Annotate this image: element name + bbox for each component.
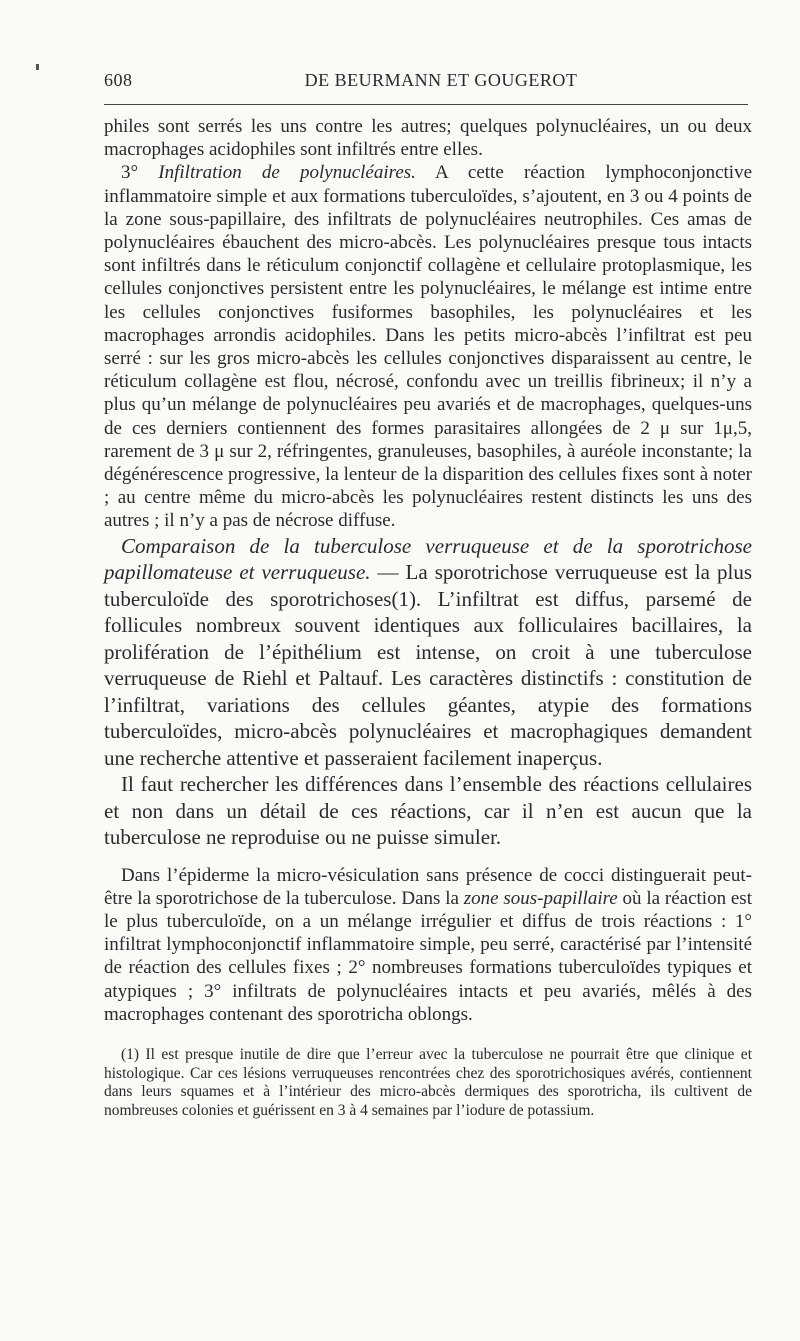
section-title: Comparaison de la tuberculose verruqueuse et de la sporotrichose papillomateuse et verruqueuse. bbox=[104, 533, 752, 585]
paragraph-continued: philes sont serrés les uns contre les autres; quelques polynucléaires, un ou deux macrophages acidophiles sont infiltrés entre elles. bbox=[104, 116, 752, 161]
item-number: 3° bbox=[121, 162, 159, 184]
page-number: 608 bbox=[104, 70, 133, 90]
page-header bbox=[104, 66, 748, 106]
emphasis-text: zone sous-papillaire bbox=[463, 887, 618, 909]
paragraph-comparison bbox=[104, 533, 752, 772]
header-rule bbox=[104, 104, 748, 105]
subsection-title: Infiltration de polynucléaires. bbox=[158, 162, 416, 184]
running-head: DE BEURMANN ET GOUGEROT bbox=[304, 70, 578, 90]
paragraph-text: Dans l’épiderme la micro-vésiculation sans présence de cocci distinguerait peut-être la sporotrichose de la tuberculose. Dans la bbox=[104, 864, 752, 909]
page-body bbox=[104, 115, 752, 1120]
paragraph-differences: Il faut rechercher les différences dans l’ensemble des réactions cellulaires et non dans un détail de ces réactions, car il n’en est aucun que la tuberculose ne reproduise ou ne puisse simuler. bbox=[104, 772, 752, 850]
margin-mark bbox=[36, 64, 39, 70]
paragraph-infiltration bbox=[104, 161, 752, 532]
paragraph-text: A cette réaction lymphoconjonctive inflammatoire simple et aux formations tuberculoïdes, s’ajoutent, en 3 ou 4 points de la zone sous-papillaire, des infiltrats de polynucléaires neutrophiles. Ces amas de polynucléaires ébauchent des micro-abcès. Les polynucléaires presque tous intacts sont infiltrés dans le réticulum conjonctif collagène et cellulaire protoplasmique, les cellules conjonctives persistent entre les polynucléaires, le mélange est intime entre les cellules conjonctives fusiformes basophiles, les polynucléaires et les macrophages arrondis acidophiles. Dans les petits micro-abcès l’infiltrat est peu serré : sur les gros micro-abcès les cellules conjonctives disparaissent au centre, le réticulum collagène est flou, nécrosé, confondu avec un treillis fibrineux; il n’y a plus qu’un mélange de polynucléaires peu avariés et de macrophages, quelques-uns de ces derniers contiennent des formes parasitaires allongées de 2 μ sur 1μ,5, rarement de 3 μ sur 2, réfringentes, granuleuses, basophiles, à auréole inconstante; la dégénérescence progressive, la lenteur de la disparition des cellules fixes sont à noter ; au centre même du micro-abcès les polynucléaires restent distincts les uns des autres ; il n’y a pas de nécrose diffuse. bbox=[104, 162, 753, 532]
paragraph-epiderme bbox=[104, 864, 752, 1026]
paragraph-text: — La sporotrichose verruqueuse est la plus tuberculoïde des sporotrichoses(1). L’infiltrat est diffus, parsemé de follicules nombreux souvent identiques aux folliculaires bacillaires, la prolifération de l’épithélium est intense, on croit à une tuberculose verruqueuse de Riehl et Paltauf. Les caractères distinctifs : constitution de l’infiltrat, variations des cellules géantes, atypie des formations tuberculoïdes, micro-abcès polynucléaires et macrophagiques demandent une recherche attentive et passeraient facilement inaperçus. bbox=[104, 560, 752, 770]
paragraph-text: où la réaction est le plus tuberculoïde, on a un mélange irrégulier et diffus de trois réactions : 1° infiltrat lymphoconjonctif inflammatoire simple, peu serré, caractérisé par l’intensité de réaction des cellules fixes ; 2° nombreuses formations tuberculoïdes typiques et atypiques ; 3° infiltrats de polynucléaires intacts et peu avariés, mêlés à des macrophages contenant des sporotricha oblongs. bbox=[104, 887, 752, 1025]
footnote: (1) Il est presque inutile de dire que l’erreur avec la tuberculose ne pourrait être que clinique et histologique. Car ces lésions verruqueuses rencontrées chez des sporotrichosiques avérés, contiennent dans leurs squames et à l’intérieur des micro-abcès dermiques des sporotricha, ils cultivent de nombreuses colonies et guérissent en 3 à 4 semaines par l’iodure de potassium. bbox=[104, 1046, 752, 1119]
